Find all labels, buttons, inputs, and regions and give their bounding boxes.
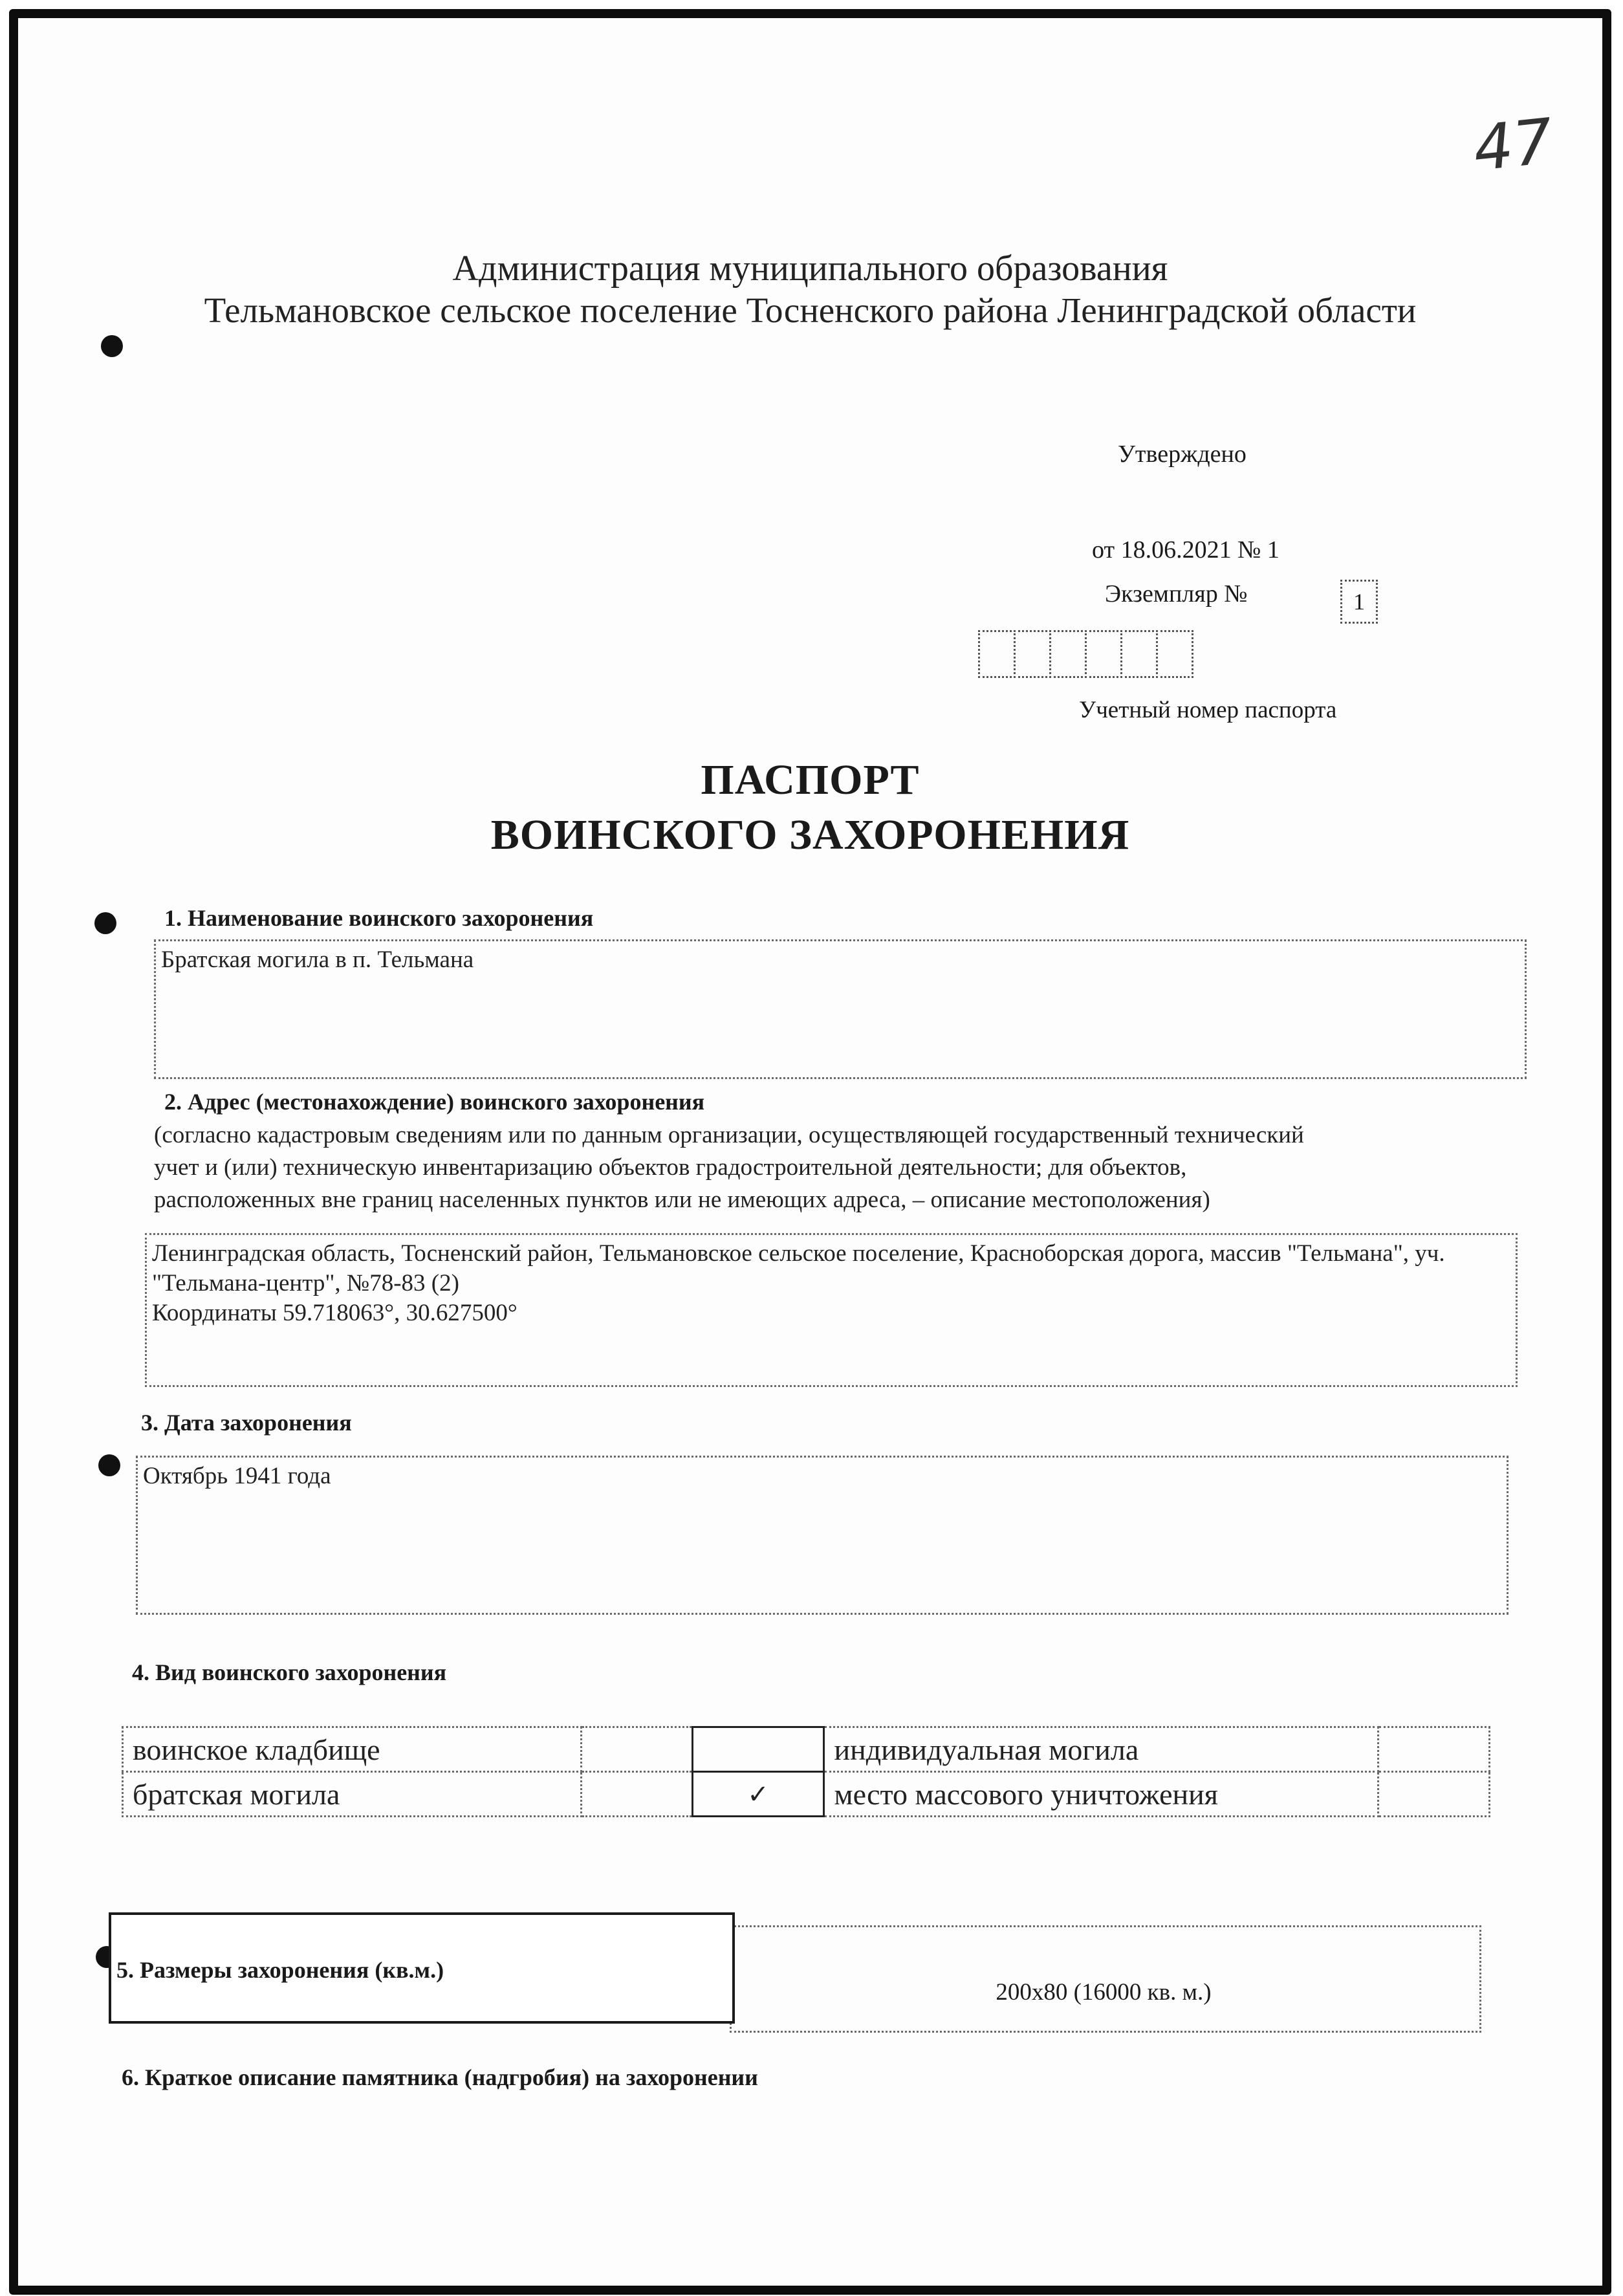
section-1-field xyxy=(154,939,1527,1079)
document-page xyxy=(9,9,1611,2295)
section-1-label: 1. Наименование воинского захоронения xyxy=(164,905,594,931)
account-number-cell xyxy=(978,630,1016,678)
checkbox-military-cemetery-mark xyxy=(692,1727,824,1772)
account-number-cell xyxy=(1014,630,1051,678)
section-4-label: 4. Вид воинского захоронения xyxy=(132,1659,447,1685)
address-line: "Тельмана-центр", №78-83 (2) xyxy=(152,1270,459,1296)
option-individual-grave: индивидуальная могила xyxy=(824,1727,1378,1772)
checkbox-military-cemetery[interactable] xyxy=(581,1727,692,1772)
account-number-cell xyxy=(1156,630,1193,678)
section-3-field xyxy=(136,1456,1509,1615)
section-2-field xyxy=(145,1233,1518,1387)
copy-number-label: Экземпляр № xyxy=(1105,580,1248,607)
section-2-value xyxy=(147,1235,1516,1332)
header-line-1: Администрация муниципального образования xyxy=(452,248,1168,289)
section-5-label-box xyxy=(109,1912,735,2024)
account-number-cell xyxy=(1120,630,1158,678)
account-number-boxes xyxy=(978,630,1192,678)
ink-blot xyxy=(98,1454,120,1476)
copy-number-box: 1 xyxy=(1340,580,1378,624)
title-line-1: ПАСПОРТ xyxy=(701,756,920,804)
account-number-caption: Учетный номер паспорта xyxy=(1079,697,1337,723)
title-line-2: ВОИНСКОГО ЗАХОРОНЕНИЯ xyxy=(490,811,1130,858)
option-mass-destruction-site: место массового уничтожения xyxy=(824,1772,1378,1817)
section-3-value: Октябрь 1941 года xyxy=(143,1463,331,1489)
account-number-cell xyxy=(1049,630,1087,678)
section-2-note-line: учет и (или) техническую инвентаризацию объектов градостроительной деятельности; для объектов, xyxy=(154,1154,1187,1181)
section-2-note-line: расположенных вне границ населенных пунктов или не имеющих адреса, – описание местоположения) xyxy=(154,1186,1210,1213)
section-6-label: 6. Краткое описание памятника (надгробия) на захоронении xyxy=(122,2064,758,2090)
section-3-label: 3. Дата захоронения xyxy=(141,1410,352,1436)
section-5-value: 200x80 (16000 кв. м.) xyxy=(996,1979,1212,2006)
address-line: Ленинградская область, Тосненский район, Тельмановское сельское поселение, Красноборская дорога, массив "Тельмана", уч. xyxy=(152,1240,1445,1267)
section-1-value: Братская могила в п. Тельмана xyxy=(161,946,474,973)
coordinates-line: Координаты 59.718063°, 30.627500° xyxy=(152,1300,517,1326)
section-2-note-line: (согласно кадастровым сведениям или по данным организации, осуществляющей государственный технический xyxy=(154,1122,1304,1148)
option-military-cemetery: воинское кладбище xyxy=(123,1727,582,1772)
checkbox-mass-destruction-site[interactable] xyxy=(1378,1772,1489,1817)
checkbox-individual-grave[interactable] xyxy=(1378,1727,1489,1772)
ink-blot xyxy=(101,335,123,357)
section-2-label: 2. Адрес (местонахождение) воинского захоронения xyxy=(164,1089,705,1115)
section-2-note xyxy=(154,1119,1512,1216)
header-line-2: Тельмановское сельское поселение Тосненского района Ленинградской области xyxy=(204,290,1417,330)
order-reference: от 18.06.2021 № 1 xyxy=(1092,536,1280,563)
section-5-label: 5. Размеры захоронения (кв.м.) xyxy=(116,1957,444,1983)
check-mark-icon: ✓ xyxy=(747,1779,769,1809)
option-mass-grave: братская могила xyxy=(123,1772,582,1817)
page-number: 47 xyxy=(1470,104,1556,186)
checkbox-mass-grave-spacer xyxy=(581,1772,692,1817)
account-number-cell xyxy=(1085,630,1122,678)
ink-blot xyxy=(94,912,116,934)
approved-label: Утверждено xyxy=(1118,441,1247,468)
checkbox-mass-grave[interactable] xyxy=(692,1772,824,1817)
burial-type-table xyxy=(122,1726,1490,1817)
